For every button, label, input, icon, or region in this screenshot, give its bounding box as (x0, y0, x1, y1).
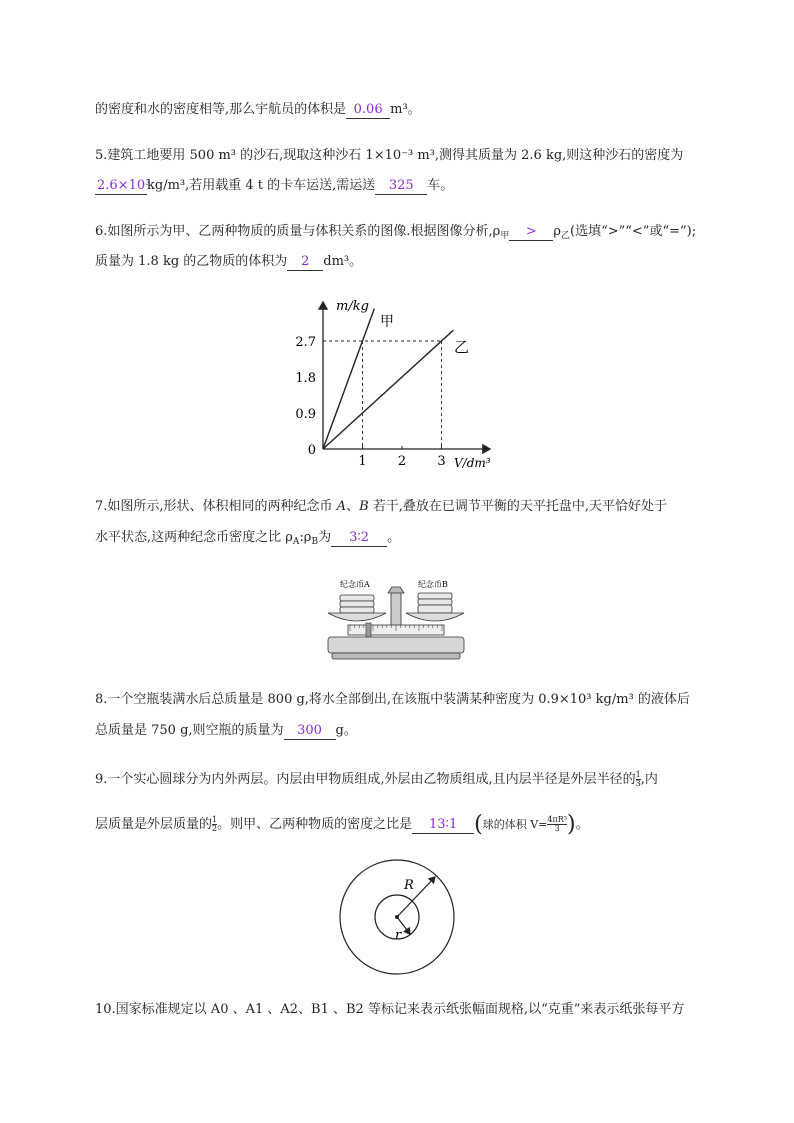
q6-line1: 6.如图所示为甲、乙两种物质的质量与体积关系的图像.根据图像分析$,\rho_甲 > \rho_乙$(选填“>”“<”或“=”); (95, 224, 697, 241)
q9-answer: 13∶1 (412, 817, 474, 834)
q5-line1: 5.建筑工地要用 500 m³ 的沙石,现取这种沙石 1×10⁻³ m³,测得其质量为 2.6 kg,则这种沙石的密度为 (95, 148, 684, 163)
coin-b-label: 纪念币B (418, 580, 448, 589)
concentric-sphere-figure (338, 857, 458, 977)
y-tick-label: 1.8 (295, 371, 316, 386)
pan-left (328, 613, 386, 621)
series-line-yi (323, 330, 453, 449)
post-cap (388, 587, 404, 593)
q5-line2: 2.6×10³kg/m³,若用载重 4 t 的卡车运送,需运送 325 车。 (97, 178, 454, 193)
x-axis-label: V/dm³ (454, 456, 491, 470)
q4-answer: 0.06 (346, 102, 390, 119)
series-label-jia: 甲 (380, 314, 394, 330)
y-tick-label: 2.7 (295, 335, 316, 350)
q9-line1: 9.一个实心圆球分为内外两层。内层由甲物质组成,外层由乙物质组成,且内层半径是外层半径的 $\frac{1}{3}$ ,内 (95, 770, 658, 788)
q9-line2: 层质量是外层质量的 $\frac{1}{2}$ 。则甲、乙两种物质的密度之比是 13∶1 (球的体积 V= $\frac{\text{4πR³}}{3}$ )。 (95, 812, 589, 837)
q10-line1: 10.国家标准规定以 A0 、A1 、A2、B1 、B2 等标记来表示纸张幅面规格,以“克重”来表示纸张每平方 (95, 1002, 685, 1017)
origin-label: 0 (307, 443, 316, 458)
coin-stack-b (418, 593, 452, 613)
sphere-volume-fraction: $\frac{\text{4πR³}}{3}$ (547, 815, 567, 833)
q7-line2: 水平状态,这两种纪念币密度之比 $\rho_A:\rho_B$为 3∶2 。 (95, 530, 401, 547)
pan-right (406, 613, 464, 621)
q8-line1: 8.一个空瓶装满水后总质量是 800 g,将水全部倒出,在该瓶中装满某种密度为 0.9×10³ kg/m³ 的液体后 (95, 692, 690, 707)
coin-a-label: 纪念币A (340, 580, 370, 589)
q5-answer1: 2.6×10³ (97, 178, 151, 193)
q4-line: 的密度和水的密度相等,那么宇航员的体积是 0.06 m³。 (95, 102, 421, 117)
x-tick-label: 1 (358, 454, 367, 469)
balance-scale-figure (318, 575, 468, 663)
radius-R-arrow (397, 877, 435, 917)
rider (366, 623, 371, 637)
series-line-jia (323, 309, 374, 449)
fraction-one-half: $\frac{1}{2}$ (212, 815, 218, 833)
label-R: R (404, 878, 414, 893)
series-label-yi: 乙 (454, 338, 470, 356)
q7-answer: 3∶2 (331, 530, 387, 547)
x-tick-label: 3 (437, 454, 446, 469)
label-r: r (395, 928, 402, 943)
q6-line2: 质量为 1.8 kg 的乙物质的体积为 2 dm³。 (95, 254, 363, 269)
q8-answer: 300 (284, 723, 336, 740)
y-axis-label: m/kg (336, 299, 369, 314)
coin-stack-a (340, 595, 374, 613)
q8-line2: 总质量是 750 g,则空瓶的质量为 300 g。 (95, 723, 357, 738)
fraction-one-third: $\frac{1}{3}$ (635, 770, 641, 788)
mass-volume-chart (280, 290, 520, 480)
base (328, 637, 464, 653)
x-tick-label: 2 (397, 454, 407, 469)
y-tick-label: 0.9 (295, 407, 316, 422)
center-post (391, 591, 401, 627)
q7-line1: 7.如图所示,形状、体积相同的两种纪念币 A、B 若干,叠放在已调节平衡的天平托盘中,天平恰好处于 (95, 499, 668, 514)
base-foot (332, 653, 460, 659)
q6-answer2: 2 (287, 254, 323, 271)
q6-answer1: > (509, 224, 553, 241)
q5-answer2: 325 (375, 178, 427, 195)
